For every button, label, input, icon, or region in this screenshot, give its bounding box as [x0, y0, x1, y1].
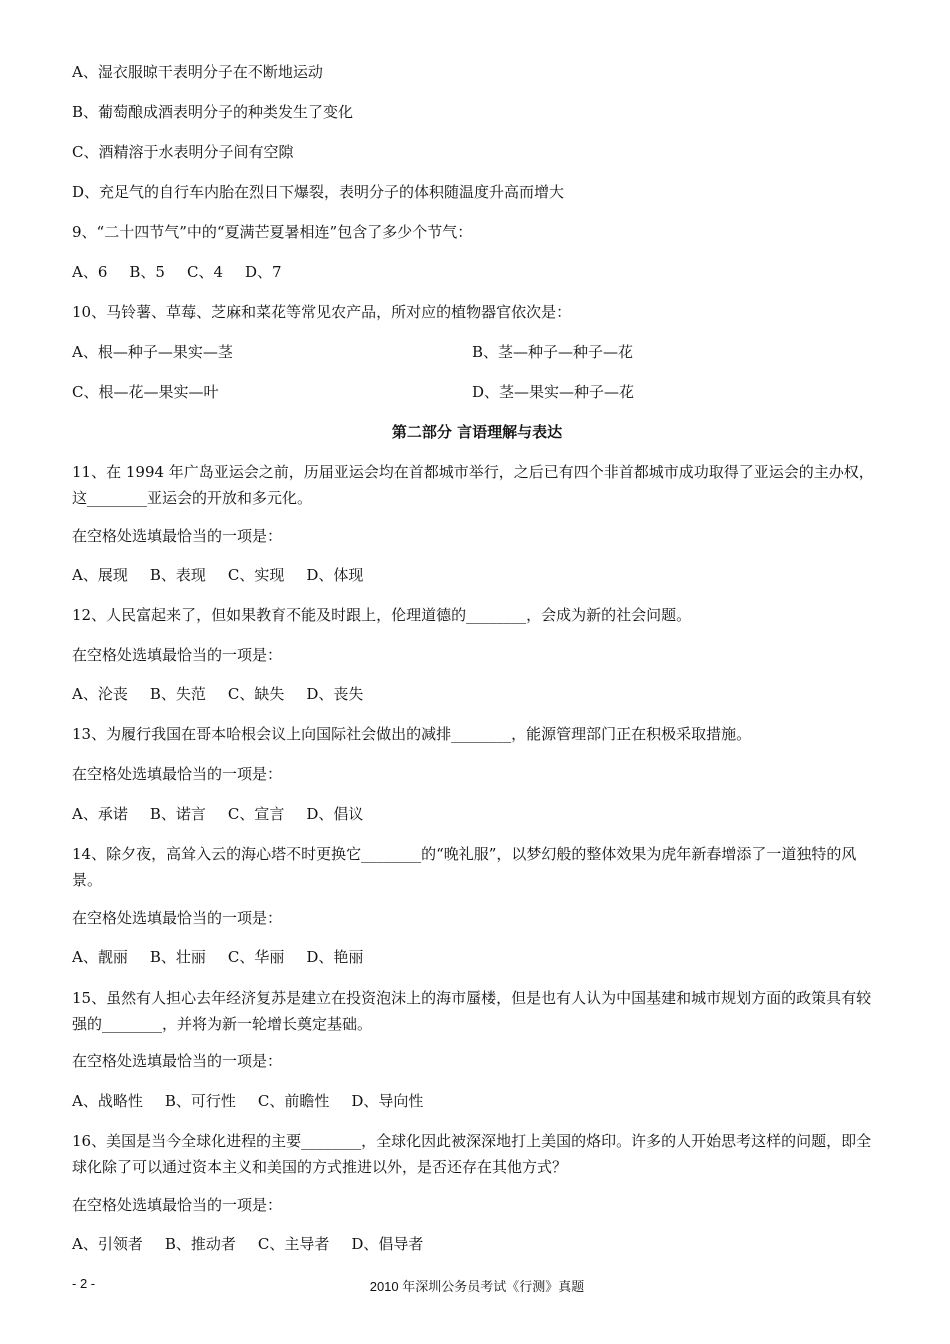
q14-option: C、华丽 [227, 948, 285, 966]
q11-prompt: 在空格处选填最恰当的一项是： [72, 527, 283, 545]
q8-option-a: A、湿衣服晾干表明分子在不断地运动 [72, 63, 323, 81]
q10-option-a: A、根—种子—果实—茎 [72, 343, 233, 361]
q12-option: A、沦丧 [72, 685, 128, 703]
q16-stem: 16、美国是当今全球化进程的主要________，全球化因此被深深地打上美国的烙印。许多的人开始思考这样的问题，即全球化除了可以通过资本主义和美国的方式推进以外，是否还存在其他方式？ [72, 1132, 872, 1176]
q15-options [72, 1091, 445, 1111]
q16-option: B、推动者 [164, 1235, 236, 1253]
q13-option: A、承诺 [72, 805, 128, 823]
document-page [72, 0, 882, 1344]
q16-options [72, 1234, 445, 1254]
q15-stem: 15、虽然有人担心去年经济复苏是建立在投资泡沫上的海市蜃楼，但是也有人认为中国基建和城市规划方面的政策具有较强的________，并将为新一轮增长奠定基础。 [72, 989, 872, 1033]
q10-option-c: C、根—花—果实—叶 [72, 383, 219, 401]
page-number: - 2 - [72, 1276, 96, 1291]
q10-option-b: B、茎—种子—种子—花 [472, 343, 634, 361]
q11-option: C、实现 [227, 566, 285, 584]
q16-option: A、引领者 [72, 1235, 143, 1253]
q16-option: C、主导者 [257, 1235, 330, 1253]
q14-option: D、艳丽 [306, 948, 364, 966]
q14-prompt: 在空格处选填最恰当的一项是： [72, 909, 283, 927]
q15-option: B、可行性 [164, 1092, 236, 1110]
q12-options [72, 684, 385, 704]
q12-stem: 12、人民富起来了，但如果教育不能及时跟上，伦理道德的________，会成为新的社会问题。 [72, 606, 692, 624]
q11-option: B、表现 [149, 566, 206, 584]
q13-option: B、诺言 [149, 805, 206, 823]
q15-prompt: 在空格处选填最恰当的一项是： [72, 1052, 283, 1070]
q16-option: D、倡导者 [351, 1235, 424, 1253]
q13-option: C、宣言 [227, 805, 285, 823]
q12-option: B、失范 [149, 685, 206, 703]
q9-option: D、7 [245, 263, 282, 281]
q9-options [72, 262, 304, 282]
q8-option-c: C、酒精溶于水表明分子间有空隙 [72, 143, 294, 161]
q13-prompt: 在空格处选填最恰当的一项是： [72, 765, 283, 783]
q16-prompt: 在空格处选填最恰当的一项是： [72, 1196, 283, 1214]
q8-option-d: D、充足气的自行车内胎在烈日下爆裂，表明分子的体积随温度升高而增大 [72, 183, 565, 201]
footer-title: 2010 年深圳公务员考试《行测》真题 [369, 1279, 585, 1294]
q11-stem: 11、在 1994 年广岛亚运会之前，历届亚运会均在首都城市举行，之后已有四个非首都城市成功取得了亚运会的主办权，这________亚运会的开放和多元化。 [72, 463, 874, 507]
q13-option: D、倡议 [306, 805, 364, 823]
q15-option: C、前瞻性 [257, 1092, 330, 1110]
q9-option: A、6 [72, 263, 108, 281]
q12-option: C、缺失 [227, 685, 285, 703]
q13-options [72, 804, 385, 824]
q10-stem: 10、马铃薯、草莓、芝麻和菜花等常见农产品，所对应的植物器官依次是： [72, 303, 572, 321]
q13-stem: 13、为履行我国在哥本哈根会议上向国际社会做出的减排________，能源管理部门正在积极采取措施。 [72, 725, 752, 743]
q15-option: A、战略性 [72, 1092, 143, 1110]
section-title: 第二部分 言语理解与表达 [391, 423, 563, 441]
q12-option: D、丧失 [306, 685, 364, 703]
q11-option: D、体现 [306, 566, 364, 584]
q8-option-b: B、葡萄酿成酒表明分子的种类发生了变化 [72, 103, 354, 121]
q14-options [72, 947, 385, 967]
q11-option: A、展现 [72, 566, 128, 584]
q14-stem: 14、除夕夜，高耸入云的海心塔不时更换它________的“晚礼服”，以梦幻般的整体效果为虎年新春增添了一道独特的风景。 [72, 845, 857, 889]
q14-option: A、靓丽 [72, 948, 128, 966]
q10-option-d: D、茎—果实—种子—花 [472, 383, 635, 401]
q15-option: D、导向性 [351, 1092, 424, 1110]
q11-options [72, 565, 385, 585]
q9-stem: 9、“二十四节气”中的“夏满芒夏暑相连”包含了多少个节气： [72, 223, 473, 241]
q9-option: B、5 [129, 263, 165, 281]
q14-option: B、壮丽 [149, 948, 206, 966]
q9-option: C、4 [186, 263, 223, 281]
q12-prompt: 在空格处选填最恰当的一项是： [72, 646, 283, 664]
